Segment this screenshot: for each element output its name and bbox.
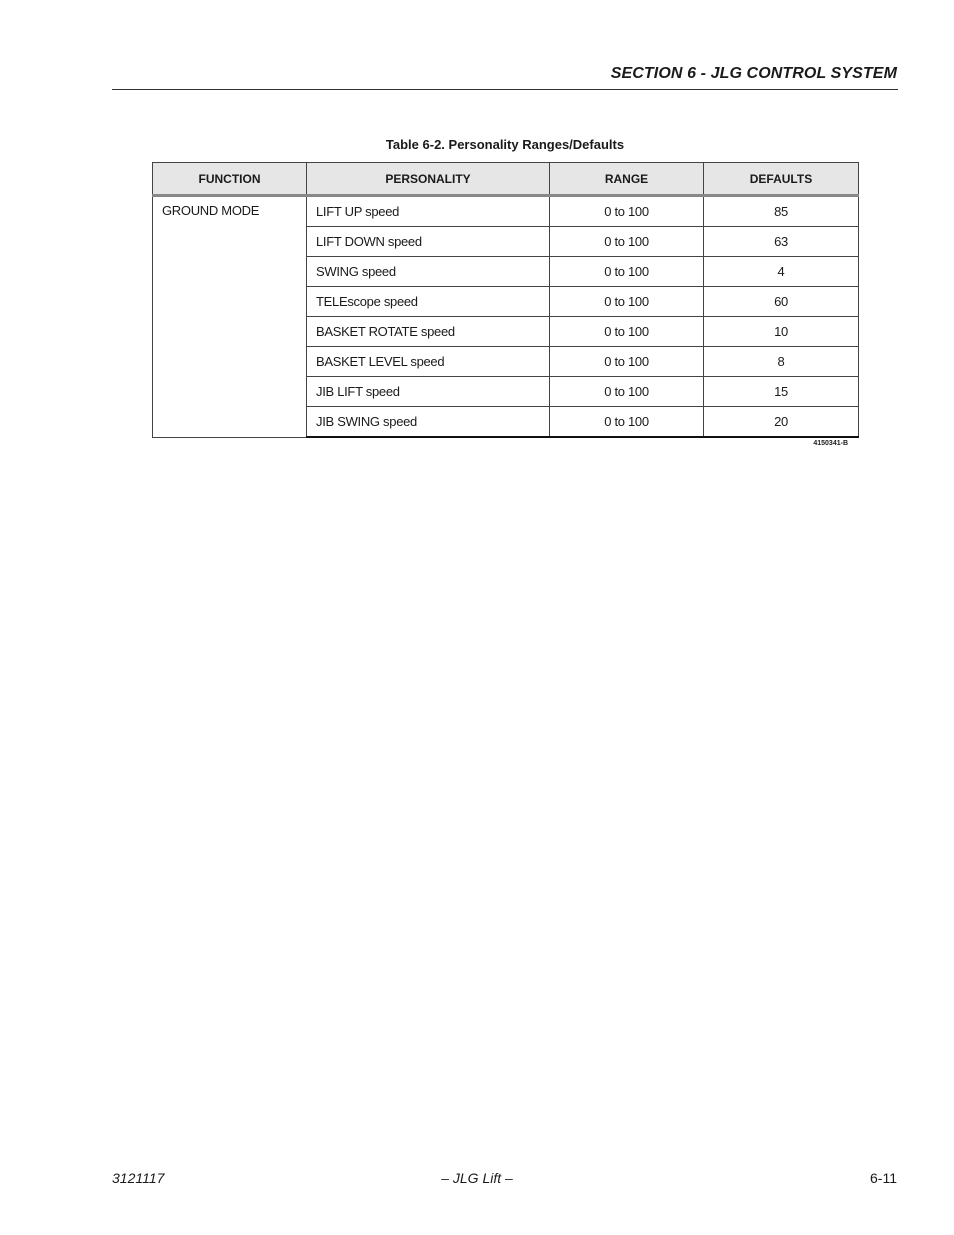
default-cell: 20 xyxy=(704,407,859,438)
personality-cell: JIB SWING speed xyxy=(307,407,550,438)
column-header-function: FUNCTION xyxy=(153,163,307,196)
range-cell: 0 to 100 xyxy=(550,287,704,317)
range-cell: 0 to 100 xyxy=(550,317,704,347)
column-header-range: RANGE xyxy=(550,163,704,196)
default-cell: 15 xyxy=(704,377,859,407)
personality-cell: BASKET LEVEL speed xyxy=(307,347,550,377)
default-cell: 60 xyxy=(704,287,859,317)
range-cell: 0 to 100 xyxy=(550,196,704,227)
default-cell: 8 xyxy=(704,347,859,377)
default-cell: 63 xyxy=(704,227,859,257)
personality-cell: LIFT DOWN speed xyxy=(307,227,550,257)
figure-id: 4150341-B xyxy=(813,440,848,447)
personality-cell: JIB LIFT speed xyxy=(307,377,550,407)
page-number: 6-11 xyxy=(870,1170,897,1186)
range-cell: 0 to 100 xyxy=(550,377,704,407)
table-row xyxy=(153,196,859,227)
column-header-defaults: DEFAULTS xyxy=(704,163,859,196)
range-cell: 0 to 100 xyxy=(550,407,704,438)
section-title: SECTION 6 - JLG CONTROL SYSTEM xyxy=(610,65,897,82)
range-cell: 0 to 100 xyxy=(550,257,704,287)
personality-cell: TELEscope speed xyxy=(307,287,550,317)
table-caption: Table 6-2. Personality Ranges/Defaults xyxy=(385,137,625,152)
personality-table xyxy=(152,162,859,438)
column-header-personality: PERSONALITY xyxy=(307,163,550,196)
footer-title: – JLG Lift – xyxy=(441,1170,513,1186)
range-cell: 0 to 100 xyxy=(550,347,704,377)
function-cell: GROUND MODE xyxy=(153,196,307,438)
header-divider xyxy=(112,89,898,90)
personality-cell: BASKET ROTATE speed xyxy=(307,317,550,347)
personality-cell: SWING speed xyxy=(307,257,550,287)
table-header-row xyxy=(153,163,859,196)
default-cell: 10 xyxy=(704,317,859,347)
personality-cell: LIFT UP speed xyxy=(307,196,550,227)
default-cell: 85 xyxy=(704,196,859,227)
doc-number: 3121117 xyxy=(112,1170,165,1186)
default-cell: 4 xyxy=(704,257,859,287)
range-cell: 0 to 100 xyxy=(550,227,704,257)
